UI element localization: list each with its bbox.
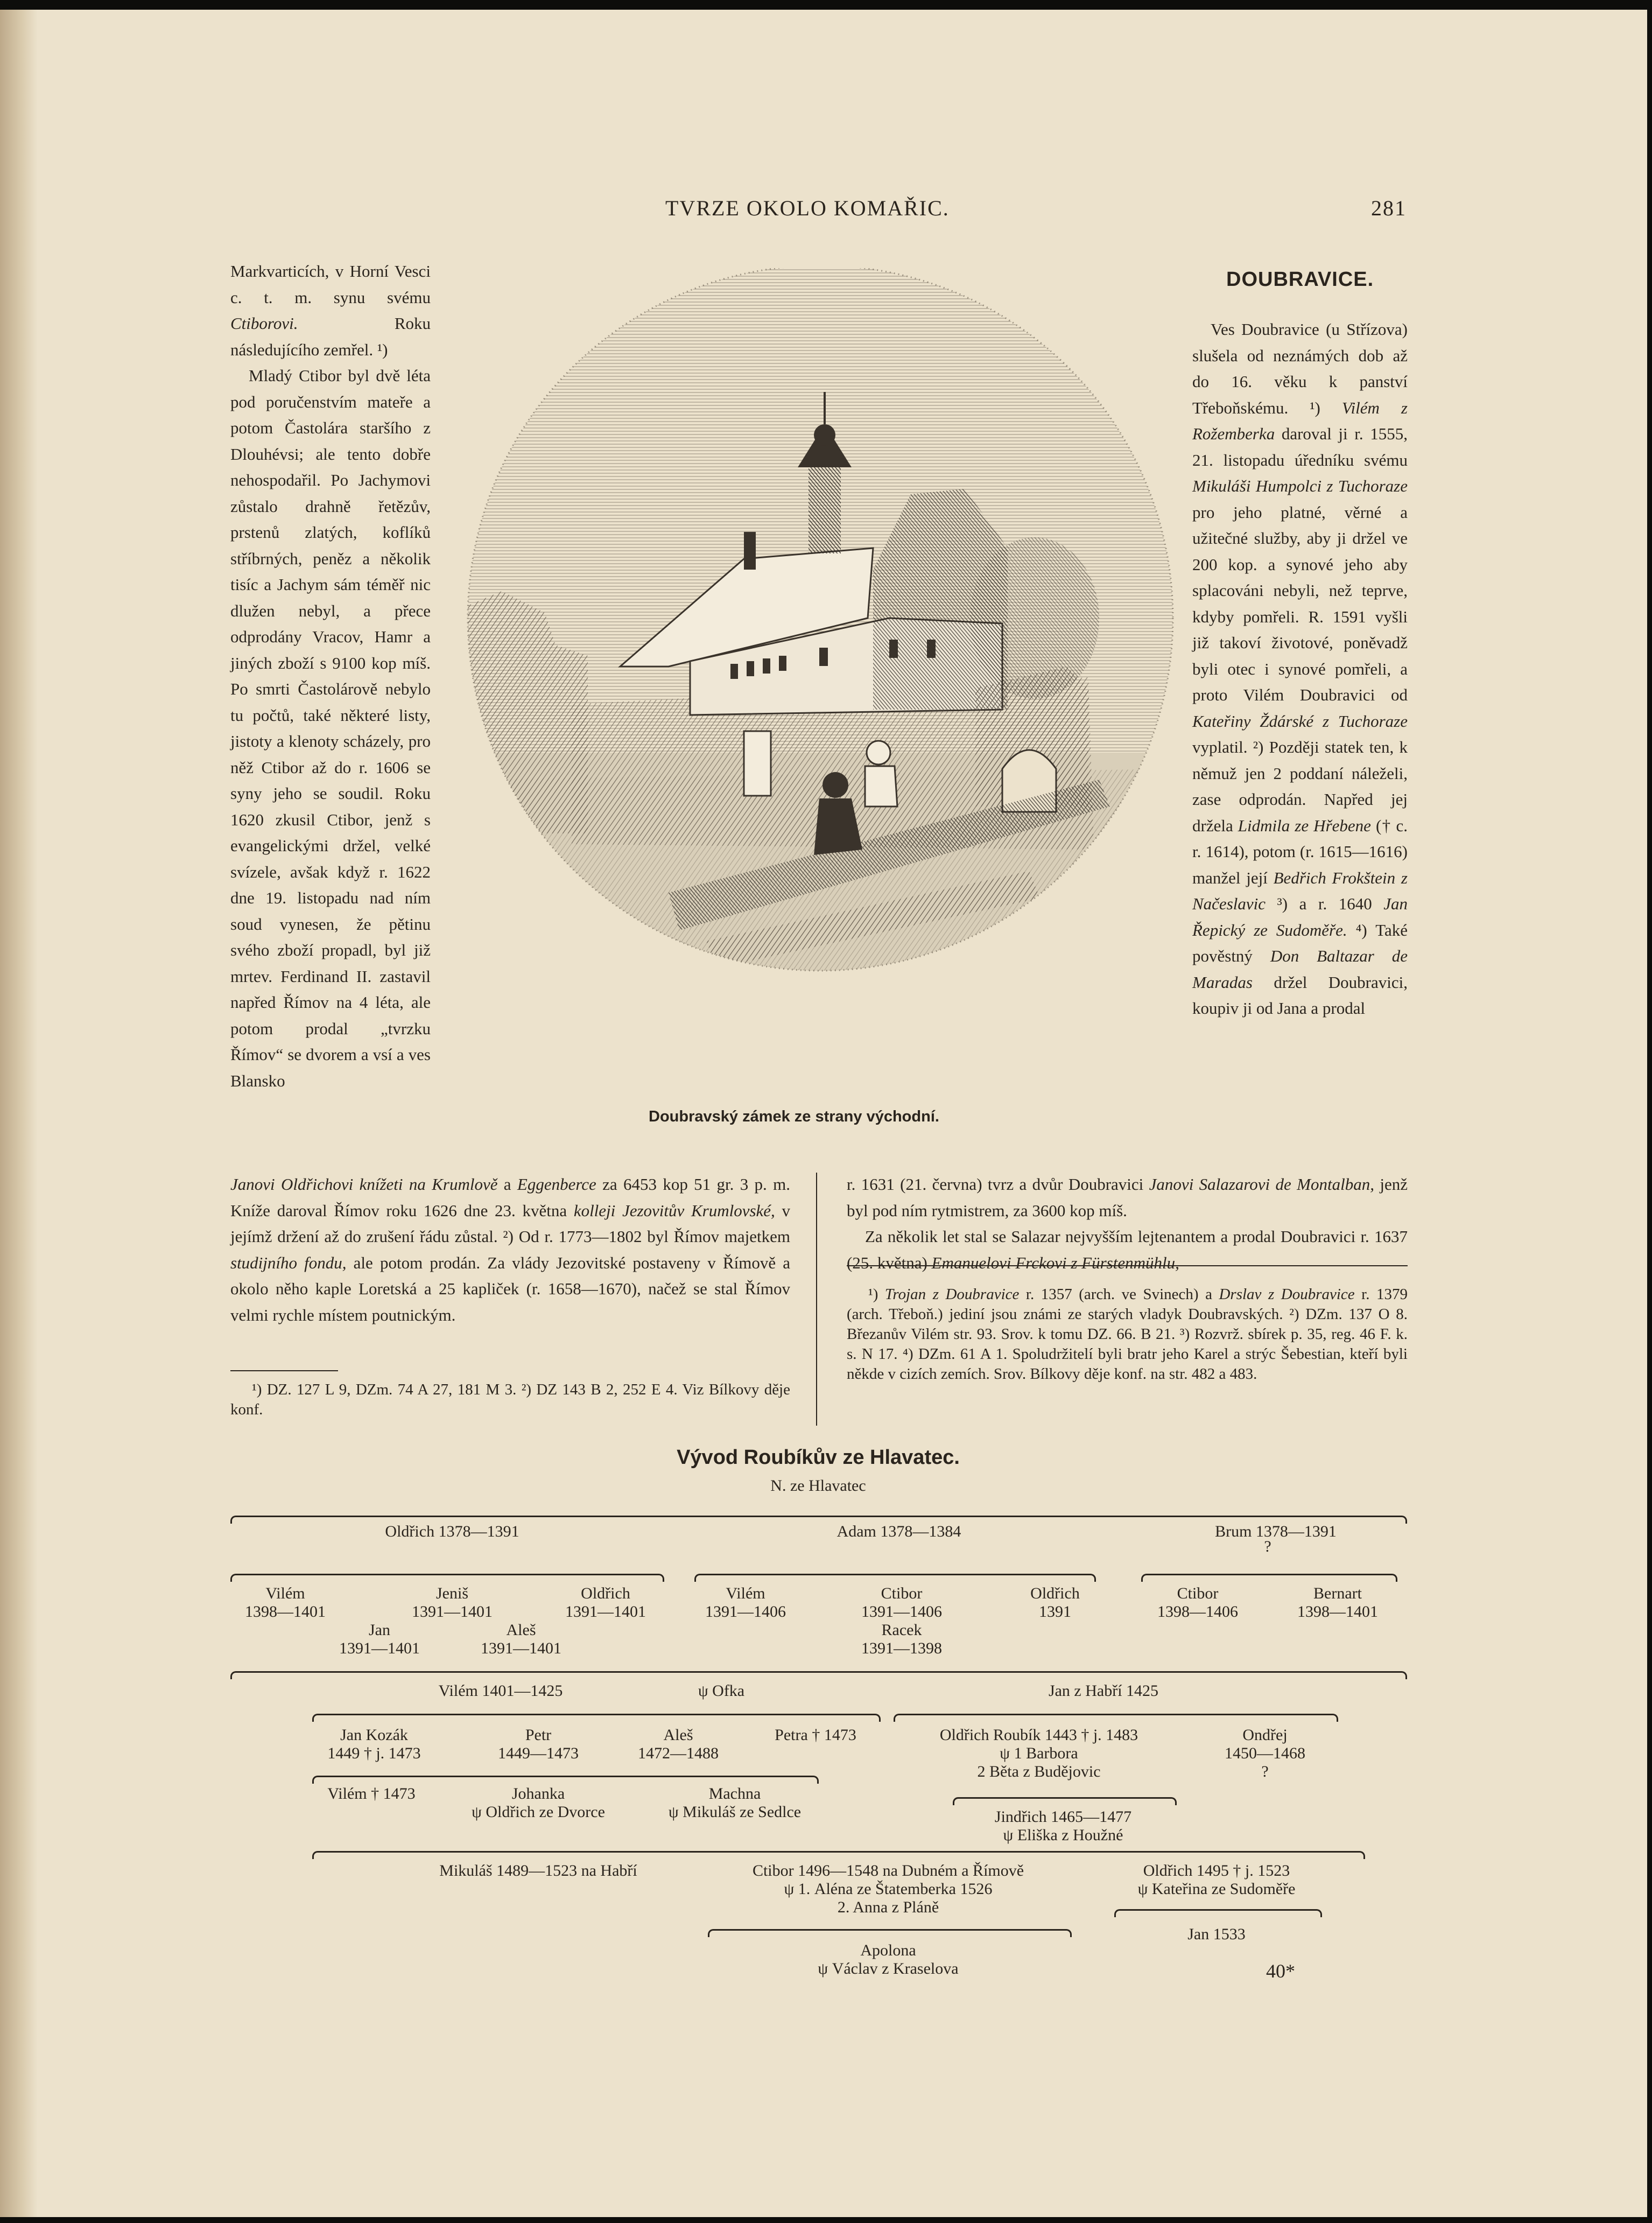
gen-ondrej [1211, 1726, 1319, 1781]
gen-petr-name: Petr [525, 1726, 552, 1744]
right-text-1: Ves Doubravice (u Střízova) slušela od neznámých dob až do 16. věku k panství Třeboňskému. ¹) [1192, 320, 1408, 417]
gen-oldrich-1378: Oldřich 1378—1391 [385, 1523, 519, 1540]
gen-vilem-1401: Vilém 1401—1425 [438, 1682, 563, 1700]
gen-petr-years: 1449—1473 [498, 1744, 579, 1762]
gen-roubik-name: Oldřich Roubík 1443 † j. 1483 [939, 1726, 1138, 1744]
gen-ondrej-name: Ondřej [1242, 1726, 1288, 1744]
gen-jindrich-name: Jindřich 1465—1477 [994, 1808, 1132, 1826]
gen-ctibor-a [848, 1584, 955, 1621]
gen-root: N. ze Hlavatec [770, 1477, 866, 1495]
gen-ales-years: 1391—1401 [481, 1639, 561, 1657]
gen-machna-husband: ψ Mikuláš ze Sedlce [668, 1803, 802, 1821]
gen-oldrich-1495-name: Oldřich 1495 † j. 1523 [1143, 1862, 1290, 1880]
gen-ofka: ψ Ofka [698, 1682, 745, 1700]
lr-1: r. 1631 (21. června) tvrz a dvůr Doubravici [847, 1175, 1149, 1194]
brace-roubik-children [953, 1797, 1177, 1805]
gen-ales-1472 [619, 1726, 737, 1763]
gen-johanka [441, 1785, 635, 1821]
footnote-rule-right [847, 1265, 1408, 1266]
right-text-6: ³) a r. 1640 [1266, 894, 1384, 913]
gen-apolona-husband: ψ Václav z Kraselova [818, 1960, 959, 1977]
gen-vilem-a [231, 1584, 339, 1621]
right-name-don: Don Baltazar de Maradas [1192, 946, 1408, 992]
footnote-left: ¹) DZ. 127 L 9, DZm. 74 A 27, 181 M 3. ²) DZ 143 B 2, 252 E 4. Viz Bílkovy děje konf. [230, 1381, 790, 1418]
gen-jan-kozak-years: 1449 † j. 1473 [327, 1744, 421, 1762]
right-name-vilem: Vilém z Rožemberka [1192, 398, 1408, 443]
brace-jankozak-children [312, 1776, 819, 1784]
gen-machna-name: Machna [708, 1785, 761, 1803]
gen-ales-1472-years: 1472—1488 [638, 1744, 719, 1762]
gen-oldrich-1495 [1098, 1862, 1335, 1898]
gen-bernart-years: 1398—1401 [1297, 1603, 1378, 1621]
gen-vilem-a-years: 1398—1401 [245, 1603, 326, 1621]
engraving-illustration [464, 268, 1177, 1084]
gen-jan [326, 1621, 433, 1658]
gen-ctibor-a-name: Ctibor [881, 1584, 923, 1602]
gen-oldrich-b-name: Oldřich [581, 1584, 630, 1602]
gen-petr [479, 1726, 597, 1763]
gen-racek-years: 1391—1398 [861, 1639, 942, 1657]
gen-jenis [398, 1584, 506, 1621]
left-name-ctibor: Ctiborovi. [230, 314, 298, 333]
ll-3: Eggenberce [517, 1175, 596, 1194]
gen-jindrich [953, 1808, 1173, 1845]
section-title: DOUBRAVICE. [1226, 268, 1374, 291]
gen-roubik-wife-1: ψ 1 Barbora [1000, 1744, 1078, 1762]
page-gutter [0, 10, 38, 2217]
gen-jan-z-habri: Jan z Habří 1425 [1048, 1682, 1159, 1700]
gen-mikulas: Mikuláš 1489—1523 na Habří [439, 1862, 637, 1880]
lower-left-text [230, 1172, 790, 1328]
left-text-1: Markvarticích, v Horní Vesci c. t. m. synu svému [230, 262, 431, 307]
right-name-mikulas: Mikuláši Humpolci z Tuchoraze [1192, 476, 1408, 495]
gen-oldrich-roubik [899, 1726, 1179, 1781]
gen-ales-name: Aleš [506, 1621, 536, 1639]
gen-adam-1378: Adam 1378—1384 [836, 1523, 961, 1540]
gen-jan-years: 1391—1401 [339, 1639, 420, 1657]
gen-vilem-b [692, 1584, 799, 1621]
brace-jan-children [894, 1714, 1338, 1722]
right-text-7: ⁴) Také pověstný [1192, 920, 1408, 965]
gen-johanka-husband: ψ Oldřich ze Dvorce [472, 1803, 605, 1821]
gen-racek-name: Racek [881, 1621, 922, 1639]
left-text-2: Roku následujícího zemřel. ¹) [230, 314, 431, 359]
ll-6: v jejímž držení až do zrušení řádu zůstal. ²) Od r. 1773—1802 byl Římov majetkem [230, 1201, 790, 1246]
gen-johanka-name: Johanka [511, 1785, 565, 1803]
footnote-right: ¹) Trojan z Doubravice r. 1357 (arch. ve Svinech) a Drslav z Doubravice r. 1379 (arch. Třeboň.) jediní jsou známi ze starých vladyk Doubravských. ²) DZm. 137 O 8. Březanův Vilém str. 93. Srov. k tomu DZ. 66. B 21. ³) Rozvrž. sbírek p. 35, reg. 46 F. k. s. N 17. ⁴) DZm. 61 A 1. Spoludržitelí byli bratr jeho Karel a strýc Šebestian, kteří byli někde v cizích zemích. Srov. Bílkovy děje konf. na str. 482 a 483. [847, 1286, 1408, 1383]
gen-oldrich-c-name: Oldřich [1030, 1584, 1080, 1602]
gen-ondrej-years: 1450—1468 [1225, 1744, 1305, 1762]
gen-racek [848, 1621, 955, 1658]
gen-jan-kozak [310, 1726, 439, 1763]
section-heading [1226, 268, 1374, 291]
gen-ales-1472-name: Aleš [663, 1726, 693, 1744]
column-divider [816, 1173, 817, 1426]
gen-ctibor-b-name: Ctibor [1177, 1584, 1219, 1602]
gen-machna [638, 1785, 832, 1821]
right-text-4: vyplatil. ²) Později statek ten, k němuž jen 2 poddaní náleželi, zase odprodán. Napřed jej držela [1192, 738, 1408, 835]
brace-level-3 [230, 1671, 1407, 1679]
running-title: TVRZE OKOLO KOMAŘIC. [665, 196, 950, 220]
gen-roubik-wife-2: 2 Běta z Budějovic [977, 1763, 1101, 1780]
lr-4: Za několik let stal se Salazar nejvyšším lejtenantem a prodal Doubravici r. 1637 (25. května) [847, 1227, 1408, 1272]
gen-apolona-name: Apolona [860, 1941, 916, 1959]
gen-vilem-a-name: Vilém [265, 1584, 305, 1602]
fn-drslav: Drslav z Doubravice [1219, 1286, 1355, 1303]
gen-ondrej-question: ? [1261, 1763, 1269, 1780]
left-column-text [230, 258, 431, 1094]
gen-jindrich-wife: ψ Eliška z Houžné [1003, 1826, 1123, 1844]
ll-4: za 6453 kop 51 gr. 3 p. m. Kníže daroval Římov roku 1626 dne 23. května [230, 1175, 790, 1220]
book-page [0, 10, 1647, 2217]
gen-bernart-name: Bernart [1313, 1584, 1362, 1602]
gen-vilem-1473: Vilém † 1473 [327, 1785, 416, 1803]
right-name-lidmila: Lidmila ze Hřebene [1238, 816, 1371, 835]
gen-ctibor-wife-1: ψ 1. Aléna ze Štatemberka 1526 [784, 1880, 993, 1898]
lr-5: Emanuelovi Frckovi z Fürstenmühlu, [931, 1253, 1179, 1272]
gen-oldrich-b-years: 1391—1401 [565, 1603, 646, 1621]
brace-vilem-children [312, 1714, 881, 1722]
genealogy-heading [0, 1446, 1647, 1469]
brace-level-6 [312, 1851, 1365, 1859]
left-paragraph-2: Mladý Ctibor byl dvě léta pod poručenstvím mateře a potom Častolára staršího z Dlouhévsi; ale tento dobře nehospodařil. Po Jachymovi zůstalo drahně řetězův, prstenů zlatých, koflíků stříbrných, peněz a několik tisíc a Jachym sám téměř nic dlužen nebyl, a přece odprodány Vracov, Hamr a jiných zboží s 9100 kop míš. Po smrti Častolárově nebylo tu počtů, také některé listy, jistoty a klenoty scházely, pro něž Ctibor až do r. 1606 se syny jeho se soudil. Roku 1620 zkusil Ctibor, jenž s evangelickými držel, velké svízele, avšak když r. 1622 dne 19. listopadu nad ním soud vynesen, že pětinu svého zboží propadl, byl již mrtev. Ferdinand II. zastavil napřed Římov na 4 léta, ale potom prodal „tvrzku Římov“ se dvorem a vsí a ves Blansko [230, 366, 431, 1090]
gen-ctibor-1496 [705, 1862, 1071, 1917]
lr-3: jenž byl pod ním rytmistrem, za 3600 kop míš. [847, 1175, 1408, 1220]
signature-mark: 40* [1266, 1960, 1295, 1982]
gen-ctibor-a-years: 1391—1406 [861, 1603, 942, 1621]
gen-ctibor-b [1144, 1584, 1252, 1621]
gen-brum-1378: Brum 1378—1391 [1215, 1523, 1337, 1540]
gen-oldrich-b [552, 1584, 659, 1621]
brace-brum-children [1141, 1574, 1397, 1582]
gen-jenis-years: 1391—1401 [412, 1603, 493, 1621]
gen-petra: Petra † 1473 [775, 1726, 856, 1744]
lower-right-text [847, 1172, 1408, 1276]
right-text-5: († c. r. 1614), potom (r. 1615—1616) manžel její [1192, 816, 1408, 887]
brace-oldrich-children [230, 1574, 664, 1582]
ll-1: Janovi Oldřichovi knížeti na Krumlově [230, 1175, 498, 1194]
ll-2: a [497, 1175, 517, 1194]
genealogy-title: Vývod Roubíkův ze Hlavatec. [677, 1446, 960, 1469]
gen-vilem-b-years: 1391—1406 [705, 1603, 786, 1621]
fn-4: r. 1379 (arch. Třeboň.) jediní jsou známi ze starých vladyk Doubravských. ²) DZm. 137 O 8. Březanův Vilém str. 93. Srov. k tomu DZ. 66. B 21. ³) Rozvrž. sbírek p. 35, reg. 46 F. k. s. N 17. ⁴) DZm. 61 A 1. Spoludržitelí byli bratr jeho Karel a strýc Šebestian, kteří byli někde v cizích zemích. Srov. Bílkovy děje konf. na str. 482 a 483. [847, 1286, 1408, 1383]
right-text-3: pro jeho platné, věrné a užitečné služby, aby ji držel ve 200 kop. a synové jeho aby splacováni nebyli, než teprve, kdyby pomřeli. R. 1591 vyšli již takoví životové, poněvadž byli otec i synové pomřeli, a proto Vilém Doubravici od [1192, 502, 1408, 704]
gen-oldrich-c-years: 1391 [1039, 1603, 1071, 1621]
right-text-2: daroval ji r. 1555, 21. listopadu úředníku svému [1192, 424, 1408, 469]
fn-2: r. 1357 (arch. ve Svinech) a [1019, 1286, 1219, 1303]
lr-2: Janovi Salazarovi de Montalban, [1149, 1175, 1374, 1194]
page-number: 281 [1371, 196, 1407, 220]
gen-apolona [754, 1941, 1023, 1978]
fn-trojan: Trojan z Doubravice [884, 1286, 1020, 1303]
gen-oldrich-c [1001, 1584, 1109, 1621]
right-name-katerina: Kateřiny Ždárské z Tuchoraze [1192, 711, 1408, 731]
ll-8: ale potom prodán. Za vlády Jezovitské postaveny v Římově a okolo něho kaple Loretská a 25 kapliček (r. 1658—1670), načež se stal Římov velmi rychle místem poutnickým. [230, 1253, 790, 1324]
gen-jan-1533: Jan 1533 [1187, 1925, 1246, 1943]
brace-adam-children [694, 1574, 1096, 1582]
gen-brum-question: ? [1264, 1538, 1271, 1555]
right-column-text [1192, 317, 1408, 1022]
ll-7: studijního fondu, [230, 1253, 347, 1272]
gen-vilem-b-name: Vilém [726, 1584, 765, 1602]
ll-5: kolleji Jezovitův Krumlovské, [573, 1201, 775, 1220]
gen-jan-kozak-name: Jan Kozák [340, 1726, 408, 1744]
gen-ctibor-wife-2: 2. Anna z Pláně [837, 1898, 939, 1916]
gen-oldrich-1495-wife: ψ Kateřina ze Sudoměře [1137, 1880, 1296, 1898]
footnote-rule-left [230, 1370, 338, 1371]
right-text-8: držel Doubravici, koupiv ji od Jana a prodal [1192, 972, 1408, 1018]
gen-jenis-name: Jeniš [436, 1584, 468, 1602]
illustration-caption: Doubravský zámek ze strany východní. [649, 1108, 939, 1125]
gen-ctibor-1496-name: Ctibor 1496—1548 na Dubném a Římově [752, 1862, 1024, 1880]
brace-oldrich-1495-children [1114, 1909, 1322, 1917]
right-name-jan: Jan Řepický ze Sudoměře. [1192, 894, 1408, 939]
gen-bernart [1284, 1584, 1391, 1621]
gen-ctibor-b-years: 1398—1406 [1157, 1603, 1238, 1621]
gen-jan-name: Jan [369, 1621, 390, 1639]
brace-ctibor-children [708, 1929, 1072, 1937]
gen-ales [467, 1621, 575, 1658]
right-name-bedrich: Bedřich Frokštein z Načeslavic [1192, 868, 1408, 913]
